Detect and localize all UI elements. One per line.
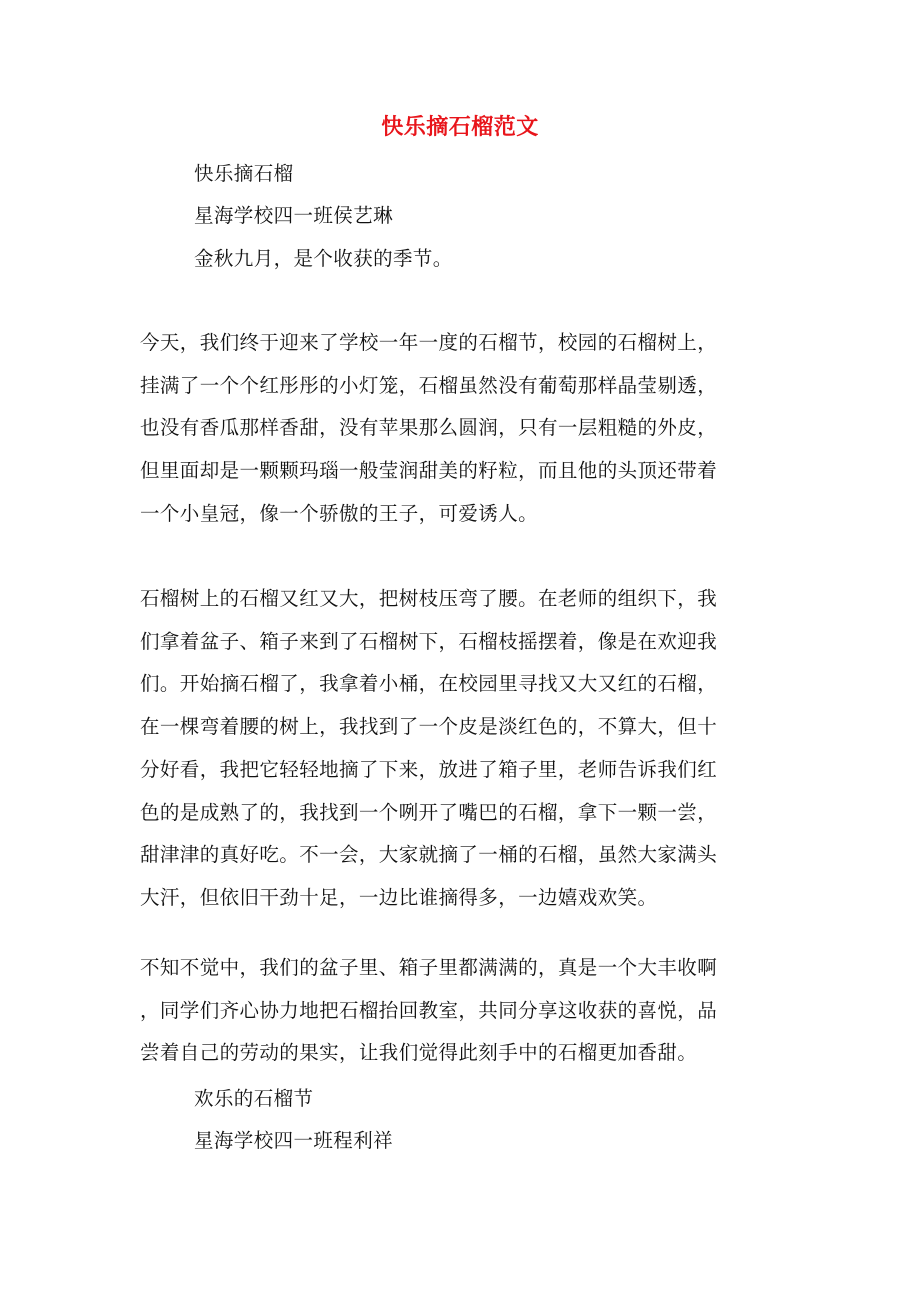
paragraph-line: 尝着自己的劳动的果实，让我们觉得此刻手中的石榴更加香甜。: [140, 1041, 698, 1065]
paragraph-line: 在一棵弯着腰的树上，我找到了一个皮是淡红色的，不算大，但十: [140, 715, 718, 739]
paragraph-line: ，同学们齐心协力地把石榴抬回教室，共同分享这收获的喜悦，品: [140, 998, 718, 1022]
essay1-author: 星海学校四一班侯艺琳: [194, 204, 394, 227]
paragraph-line: 不知不觉中，我们的盆子里、箱子里都满满的，真是一个大丰收啊: [140, 956, 718, 979]
paragraph-line: 一个小皇冠，像一个骄傲的王子，可爱诱人。: [140, 501, 539, 525]
paragraph-line: 但里面却是一颗颗玛瑙一般莹润甜美的籽粒，而且他的头顶还带着: [140, 459, 718, 483]
essay1-opening: 金秋九月，是个收获的季节。: [194, 247, 453, 270]
essay2-author: 星海学校四一班程利祥: [194, 1129, 394, 1152]
paragraph-line: 们。开始摘石榴了，我拿着小桶，在校园里寻找又大又红的石榴，: [140, 672, 718, 696]
essay1-paragraph-1: [140, 322, 785, 536]
paragraph-line: 大汗，但依旧干劲十足，一边比谁摘得多，一边嬉戏欢笑。: [140, 885, 658, 909]
paragraph-line: 分好看，我把它轻轻地摘了下来，放进了箱子里，老师告诉我们红: [140, 757, 718, 781]
paragraph-line: 甜津津的真好吃。不一会，大家就摘了一桶的石榴，虽然大家满头: [140, 843, 718, 867]
essay1-heading: 快乐摘石榴: [194, 162, 294, 185]
paragraph-line: 们拿着盆子、箱子来到了石榴树下，石榴枝摇摆着，像是在欢迎我: [140, 629, 718, 653]
paragraph-line: 挂满了一个个红彤彤的小灯笼，石榴虽然没有葡萄那样晶莹剔透，: [140, 373, 718, 397]
essay1-paragraph-3: [140, 947, 785, 1075]
document-title: 快乐摘石榴范文: [381, 115, 539, 140]
paragraph-line: 色的是成熟了的，我找到一个咧开了嘴巴的石榴，拿下一颗一尝，: [140, 800, 718, 824]
essay1-paragraph-2: [140, 578, 785, 920]
essay2-heading: 欢乐的石榴节: [194, 1087, 314, 1110]
paragraph-line: 也没有香瓜那样香甜，没有苹果那么圆润，只有一层粗糙的外皮，: [140, 416, 718, 440]
paragraph-line: 石榴树上的石榴又红又大，把树枝压弯了腰。在老师的组织下，我: [140, 587, 718, 610]
paragraph-line: 今天，我们终于迎来了学校一年一度的石榴节，校园的石榴树上，: [140, 331, 718, 354]
